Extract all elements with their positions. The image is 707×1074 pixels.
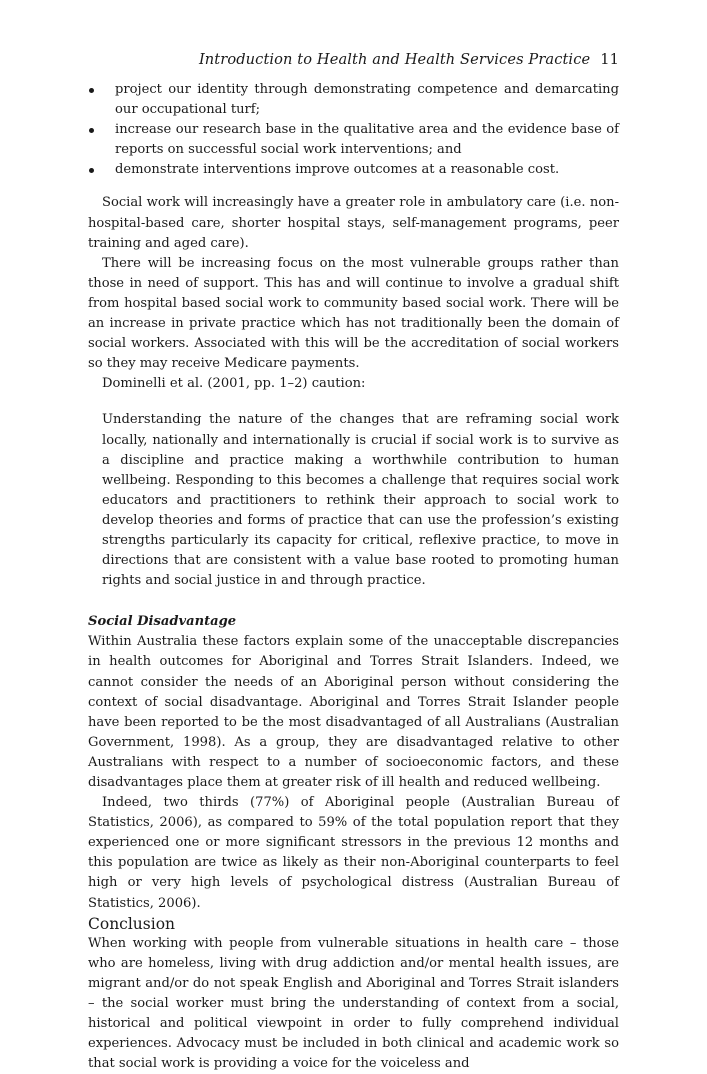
body-text (88, 80, 619, 1074)
paragraph: Social work will increasingly have a greater role in ambulatory care (i.e. non-hospital-based care, shorter hospital stays, self-management programs, peer training and aged care). (88, 195, 619, 251)
subsection-heading: Social Disadvantage (88, 614, 237, 630)
block-quote: Understanding the nature of the changes that are reframing social work locally, nationally and internationally is crucial if social work is to survive as a discipline and practice making a worthwhile contribution to human wellbeing. Responding to this becomes a challenge that requires social work educators and practitioners to rethink their approach to social work to develop theories and forms of practice that can use the profession’s existing strengths particularly its capacity for critical, reflexive practice, to move in directions that are consistent with a value base rooted to promoting human rights and social justice in and through practice. (102, 412, 619, 589)
bullet-icon (89, 168, 94, 173)
list-item-text: increase our research base in the qualitative area and the evidence base of reports on successful social work interventions; and (115, 122, 619, 158)
list-item-text: project our identity through demonstrating competence and demarcating our occupational turf; (115, 82, 619, 118)
list-item-text: demonstrate interventions improve outcomes at a reasonable cost. (115, 162, 560, 178)
list-item (88, 160, 619, 180)
page-number: 11 (600, 51, 619, 68)
paragraph: There will be increasing focus on the most vulnerable groups rather than those in need of support. This has and will continue to involve a gradual shift from hospital based social work to community based social work. There will be an increase in private practice which has not traditionally been the domain of social workers. Associated with this will be the accreditation of social workers so they may receive Medicare payments. (88, 255, 619, 372)
running-title: Introduction to Health and Health Services Practice (198, 51, 591, 68)
paragraph: When working with people from vulnerable situations in health care – those who are homeless, living with drug addiction and/or mental health issues, are migrant and/or do not speak English and Aboriginal and Torres Strait islanders – the social worker must bring the understanding of context from a social, historical and political viewpoint in order to fully comprehend individual experiences. Advocacy must be included in both clinical and academic work so that social work is providing a voice for the voiceless and (88, 935, 619, 1072)
paragraph: Dominelli et al. (2001, pp. 1–2) caution: (102, 376, 366, 392)
bullet-icon (89, 128, 94, 133)
running-header (199, 51, 619, 68)
section-heading: Conclusion (88, 914, 176, 933)
paragraph: Within Australia these factors explain some of the unacceptable discrepancies in health outcomes for Aboriginal and Torres Strait Islanders. Indeed, we cannot consider the needs of an Aboriginal person without considering the context of social disadvantage. Aboriginal and Torres Strait Islander people have been reported to be the most disadvantaged of all Australians (Australian Government, 1998). As a group, they are disadvantaged relative to other Australians with respect to a number of socioeconomic factors, and these disadvantages place them at greater risk of ill health and reduced wellbeing. (88, 634, 619, 790)
bullet-icon (89, 88, 94, 93)
list-item (88, 80, 619, 120)
bullet-list (88, 80, 619, 180)
paragraph: Indeed, two thirds (77%) of Aboriginal people (Australian Bureau of Statistics, 2006), as compared to 59% of the total population report that they experienced one or more significant stressors in the previous 12 months and this population are twice as likely as their non-Aboriginal counterparts to feel high or very high levels of psychological distress (Australian Bureau of Statistics, 2006). (88, 795, 619, 911)
list-item (88, 120, 619, 160)
